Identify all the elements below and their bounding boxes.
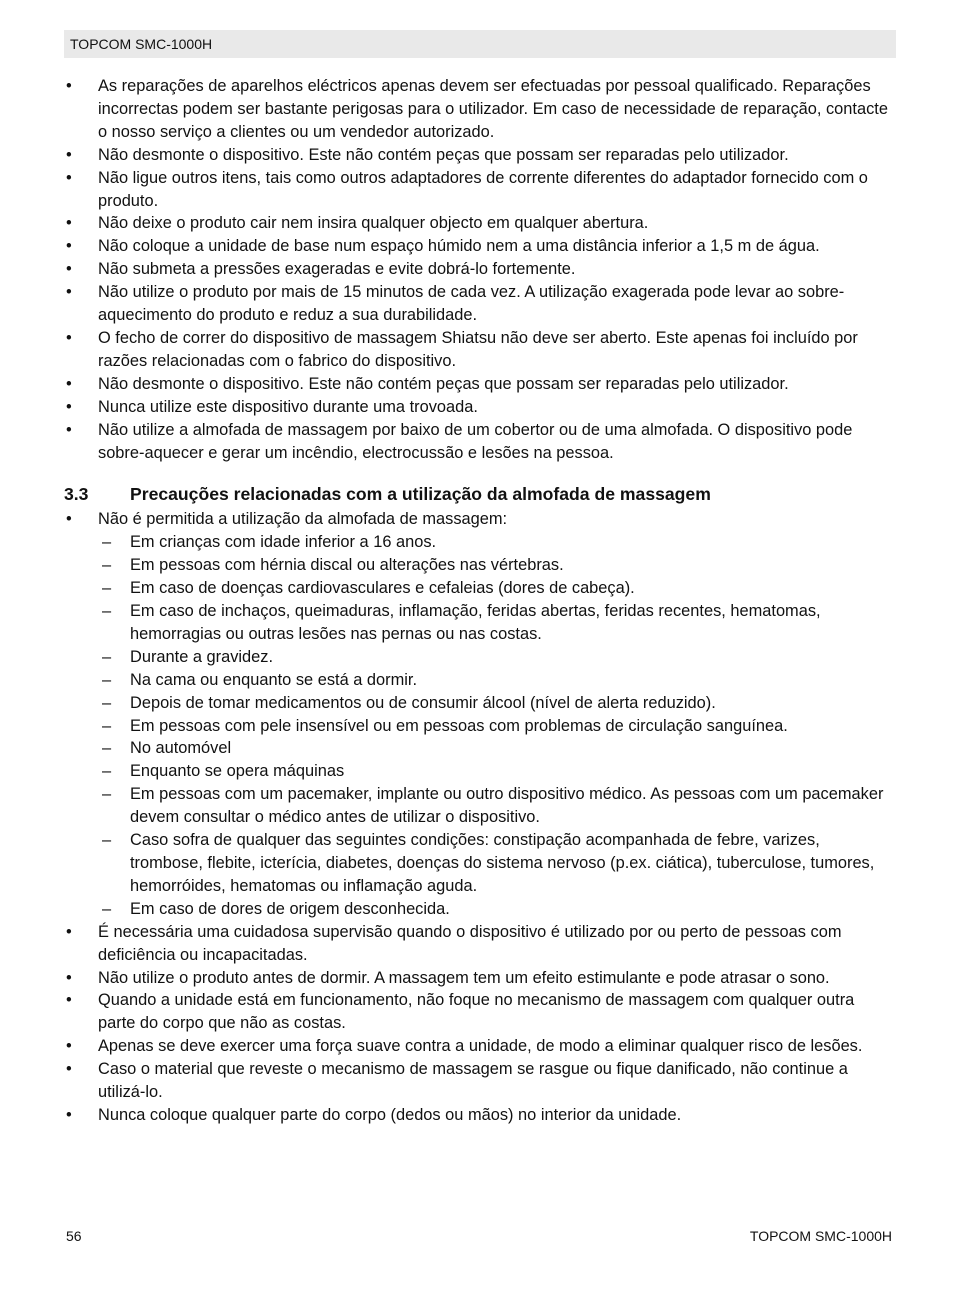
contraindications-list [98,531,896,920]
dash-item: – Caso sofra de qualquer das seguintes condições: constipação acompanhada de febre, varizes, trombose, flebite, icterícia, diabetes, doenças do sistema nervoso (p.ex. ciática), tuberculose, tumores, hemorróides, hematomas ou inflamação aguda. [102,831,875,895]
dash-item: – Na cama ou enquanto se está a dormir. [98,669,896,692]
bullet-marker: • [66,168,72,187]
dash-item: – No automóvel [98,737,896,760]
page-content [64,75,896,1127]
bullet-marker: • [66,145,72,164]
bullet-item: • As reparações de aparelhos eléctricos apenas devem ser efectuadas por pessoal qualificado. Reparações incorrectas podem ser bastante perigosas para o utilizador. Em caso de necessidade de reparação, contacte o nosso serviço a clientes ou um vendedor autorizado. [66,77,888,141]
bullet-item: • Não deixe o produto cair nem insira qualquer objecto em qualquer abertura. [64,212,896,235]
bullet-item: • Nunca coloque qualquer parte do corpo (dedos ou mãos) no interior da unidade. [64,1104,896,1127]
dash-item: – Em pessoas com pele insensível ou em pessoas com problemas de circulação sanguínea. [98,715,896,738]
dash-item: – Em pessoas com um pacemaker, implante ou outro dispositivo médico. As pessoas com um pacemaker devem consultar o médico antes de utilizar o dispositivo. [102,785,884,827]
dash-item: – Durante a gravidez. [98,646,896,669]
dash-marker: – [102,785,112,804]
bullet-item: • Não ligue outros itens, tais como outros adaptadores de corrente diferentes do adaptador fornecido com o produto. [66,168,868,210]
dash-marker: – [102,739,112,758]
dash-item: – Depois de tomar medicamentos ou de consumir álcool (nível de alerta reduzido). [98,692,896,715]
dash-marker: – [102,556,112,575]
bullet-marker: • [66,328,72,347]
safety-bullet-list [64,75,896,464]
bullet-marker: • [66,1060,72,1079]
dash-item: – Enquanto se opera máquinas [98,760,896,783]
dash-item: – Em caso de dores de origem desconhecida. [98,898,896,921]
bullet-item: • Nunca utilize este dispositivo durante uma trovoada. [64,396,896,419]
bullet-marker: • [66,991,72,1010]
precautions-bullet-list [64,508,896,1126]
bullet-marker: • [66,260,72,279]
page-header [64,30,896,58]
bullet-item: • Não submeta a pressões exageradas e evite dobrá-lo fortemente. [64,258,896,281]
dash-marker: – [102,533,112,552]
section-heading [64,483,896,505]
bullet-marker: • [66,922,72,941]
header-title: TOPCOM SMC-1000H [70,36,213,52]
bullet-item: • Não desmonte o dispositivo. Este não contém peças que possam ser reparadas pelo utilizador. [64,373,896,396]
bullet-marker: • [66,397,72,416]
bullet-marker: • [66,283,72,302]
bullet-marker: • [66,968,72,987]
bullet-marker: • [66,1037,72,1056]
dash-marker: – [102,579,112,598]
dash-marker: – [102,899,112,918]
bullet-item: • Não coloque a unidade de base num espaço húmido nem a uma distância inferior a 1,5 m de água. [64,235,896,258]
bullet-item: • Caso o material que reveste o mecanismo de massagem se rasgue ou fique danificado, não continue a utilizá-lo. [66,1060,848,1102]
section-title: Precauções relacionadas com a utilização da almofada de massagem [130,484,711,505]
bullet-marker: • [66,1105,72,1124]
dash-marker: – [102,831,112,850]
bullet-item: • O fecho de correr do dispositivo de massagem Shiatsu não deve ser aberto. Este apenas foi incluído por razões relacionadas com o fabrico do dispositivo. [66,328,858,370]
dash-item: – Em caso de inchaços, queimaduras, inflamação, feridas abertas, feridas recentes, hematomas, hemorragias ou outras lesões nas pernas ou nas costas. [102,602,821,643]
bullet-item: • Apenas se deve exercer uma força suave contra a unidade, de modo a eliminar qualquer risco de lesões. [64,1035,896,1058]
bullet-marker: • [66,214,72,233]
dash-marker: – [102,762,112,781]
bullet-item: • É necessária uma cuidadosa supervisão quando o dispositivo é utilizado por ou perto de pessoas com deficiência ou incapacitadas. [66,922,842,964]
footer-product: TOPCOM SMC-1000H [749,1228,892,1244]
bullet-marker: • [66,374,72,393]
dash-marker: – [102,670,112,689]
bullet-item: • Não utilize o produto por mais de 15 minutos de cada vez. A utilização exagerada pode levar ao sobre-aquecimento do produto e reduz a sua durabilidade. [66,283,845,325]
bullet-marker: • [66,77,72,95]
bullet-marker: • [66,420,72,439]
bullet-item: • Não é permitida a utilização da almofada de massagem: – Em crianças com idade inferior a 16 anos. – Em pessoas com hérnia discal ou alterações nas vértebras. – Em caso de doenças cardiovasculares e cefaleias (dores de cabeça). – Em caso de inchaços, queimaduras, inflamação, feridas abertas, feridas recentes, hematomas, hemorragias ou outras lesões nas pernas ou nas costas. – Durante a gravidez. – Na cama ou enquanto se está a dormir. – Depois de tomar medicamentos ou de consumir álcool (nível de alerta reduzido). – Em pessoas com pele insensível ou em pessoas com problemas de circulação sanguínea. – No automóvel – Enquanto se opera máquinas – Em pessoas com um pacemaker, implante ou outro dispositivo médico. As pessoas com um pacemaker devem consultar o médico antes de utilizar o dispositivo. – Caso sofra de qualquer das seguintes condições: constipação acompanhada de febre, varizes, trombose, flebite, icterícia, diabetes, doenças do sistema nervoso (p.ex. ciática), tuberculose, tumores, hemorróides, hematomas ou inflamação aguda. – Em caso de dores de origem desconhecida. [64,508,896,920]
bullet-item: • Não utilize o produto antes de dormir. A massagem tem um efeito estimulante e pode atrasar o sono. [64,967,896,990]
dash-marker: – [102,693,112,712]
bullet-item: • Quando a unidade está em funcionamento, não foque no mecanismo de massagem com qualquer outra parte do corpo que não as costas. [66,991,855,1033]
bullet-marker: • [66,237,72,256]
dash-item: – Em caso de doenças cardiovasculares e cefaleias (dores de cabeça). [98,577,896,600]
dash-marker: – [102,716,112,735]
dash-marker: – [102,602,112,621]
section-number: 3.3 [64,484,89,505]
bullet-item: • Não desmonte o dispositivo. Este não contém peças que possam ser reparadas pelo utilizador. [64,144,896,167]
bullet-item: • Não utilize a almofada de massagem por baixo de um cobertor ou de uma almofada. O dispositivo pode sobre-aquecer e gerar um incêndio, electrocussão e lesões na pessoa. [66,420,853,462]
dash-item: – Em pessoas com hérnia discal ou alterações nas vértebras. [98,554,896,577]
dash-marker: – [102,647,112,666]
bullet-marker: • [66,510,72,529]
page-number: 56 [66,1228,82,1244]
dash-item: – Em crianças com idade inferior a 16 anos. [98,531,896,554]
